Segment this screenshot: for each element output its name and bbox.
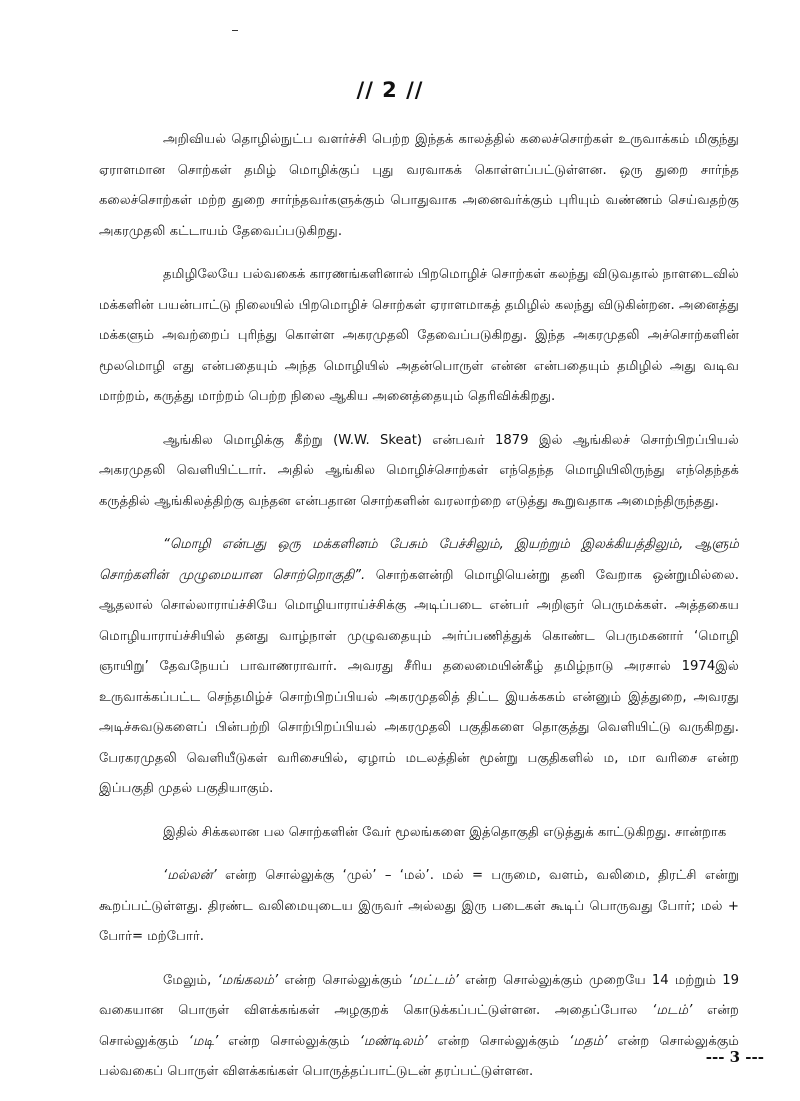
quotation: “மொழி என்பது ஒரு மக்களினம் பேசும் பேச்சிலும், இயற்றும் இலக்கியத்திலும், ஆளும் சொற்களின் முழுமையான சொற்றொகுதி”. — [99, 537, 739, 583]
term-madi: ‘மடி’ — [188, 1033, 219, 1049]
paragraph-7-text: என்ற சொல்லுக்கும் — [99, 1003, 740, 1049]
next-page-marker: --- 3 --- — [705, 1048, 764, 1066]
paragraph-7-text: என்ற சொல்லுக்கும் பல்வகைப் பொருள் விளக்கங்கள் பொருத்தப்பாட்டுடன் தரப்பட்டுள்ளன. — [99, 1033, 740, 1079]
scan-mark — [232, 30, 238, 31]
term-mangalam: ‘மங்கலம்’ — [217, 972, 279, 988]
term-madham: ‘மதம்’ — [569, 1033, 608, 1049]
term-mattam: ‘மட்டம்’ — [408, 972, 459, 988]
paragraph-2: தமிழிலேயே பல்வகைக் காரணங்களினால் பிறமொழிச் சொற்கள் கலந்து விடுவதால் நாளடைவில் மக்களின் பயன்பாட்டு நிலையில் பிறமொழிச் சொற்கள் ஏராளமாகத் தமிழில் கலந்து விடுகின்றன. அனைத்து மக்களும் அவற்றைப் புரிந்து கொள்ள அகரமுதலி தேவைப்படுகிறது. இந்த அகரமுதலி அச்சொற்களின் மூலமொழி எது என்பதையும் அந்த மொழியில் அதன்பொருள் என்ன என்பதையும் தமிழில் அது வடிவ மாற்றம், கருத்து மாற்றம் பெற்ற நிலை ஆகிய அனைத்தையும் தெரிவிக்கிறது. — [99, 267, 739, 404]
term-mallan: ‘மல்லன்’ — [163, 868, 217, 883]
paragraph-7 — [99, 966, 739, 1088]
paragraph-6 — [99, 861, 739, 953]
paragraph-3: ஆங்கில மொழிக்கு கீற்று (W.W. Skeat) என்பவர் 1879 இல் ஆங்கிலச் சொற்பிறப்பியல் அகரமுதலி வெளியிட்டார். அதில் ஆங்கில மொழிச்சொற்கள் எந்தெந்த மொழியிலிருந்து எந்தெந்தக் கருத்தில் ஆங்கிலத்திற்கு வந்தன என்பதான சொற்களின் வரலாற்றை எடுத்து கூறுவதாக அமைந்திருந்தது. — [99, 432, 739, 509]
paragraph-1: அறிவியல் தொழில்நுட்ப வளர்ச்சி பெற்ற இந்தக் காலத்தில் கலைச்சொற்கள் உருவாக்கம் மிகுந்து ஏராளமான சொற்கள் தமிழ் மொழிக்குப் புது வரவாகக் கொள்ளப்பட்டுள்ளன. ஒரு துறை சார்ந்த கலைச்சொற்கள் மற்ற துறை சார்ந்தவர்களுக்கும் பொதுவாக அனைவர்க்கும் புரியும் வண்ணம் செய்வதற்கு அகரமுதலி கட்டாயம் தேவைப்படுகிறது. — [99, 132, 739, 239]
paragraph-4-text: சொற்களன்றி மொழியென்று தனி வேறாக ஒன்றுமில்லை. ஆதலால் சொல்லாராய்ச்சியே மொழியாராய்ச்சிக்கு அடிப்படை என்பர் அறிஞர் பெருமக்கள். அத்தகைய மொழியாராய்ச்சியில் தனது வாழ்நாள் முழுவதையும் அர்ப்பணித்துக் கொண்ட பெருமகனார் ‘மொழி ஞாயிறு’ தேவநேயப் பாவாணராவார். அவரது சீரிய தலைமையின்கீழ் தமிழ்நாடு அரசால் 1974இல் உருவாக்கப்பட்ட செந்தமிழ்ச் சொற்பிறப்பியல் அகரமுதலித் திட்ட இயக்ககம் என்னும் இத்துறை, அவரது அடிச்சுவடுகளைப் பின்பற்றி சொற்பிறப்பியல் அகரமுதலி பகுதிகளை தொகுத்து வெளியிட்டு வருகிறது. பேரகரமுதலி வெளியீடுகள் வரிசையில், ஏழாம் மடலத்தின் மூன்று பகுதிகளில் ம, மா வரிசை என்ற இப்பகுதி முதல் பகுதியாகும். — [99, 567, 739, 796]
paragraph-5: இதில் சிக்கலான பல சொற்களின் வேர் மூலங்களை இத்தொகுதி எடுத்துக் காட்டுகிறது. சான்றாக — [163, 824, 727, 840]
paragraph-7-text: மேலும், — [163, 972, 218, 988]
document-body — [99, 125, 739, 1101]
paragraph-7-text: என்ற சொல்லுக்கும் — [278, 972, 409, 988]
paragraph-4 — [99, 530, 739, 805]
term-madam: ‘மடம்’ — [652, 1003, 693, 1018]
paragraph-7-text: என்ற சொல்லுக்கும் — [427, 1033, 570, 1049]
paragraph-7-text: என்ற சொல்லுக்கும் முறையே 14 மற்றும் 19 வகையான பொருள் விளக்கங்கள் அழகுறக் கொடுக்கப்பட்டுள்ளன. அதைப்போல — [99, 972, 739, 1018]
term-mandilam: ‘மண்டிலம்’ — [359, 1033, 428, 1049]
paragraph-6-text: என்ற சொல்லுக்கு ‘முல்’ – ‘மல்’. மல் = பருமை, வளம், வலிமை, திரட்சி என்று கூறப்பட்டுள்ளது. திரண்ட வலிமையுடைய இருவர் அல்லது இரு படைகள் கூடிப் பொருவது போர்; மல் + போர்= மற்போர். — [99, 868, 739, 944]
page-number-header: // 2 // — [356, 78, 424, 102]
paragraph-7-text: என்ற சொல்லுக்கும் — [218, 1033, 360, 1049]
